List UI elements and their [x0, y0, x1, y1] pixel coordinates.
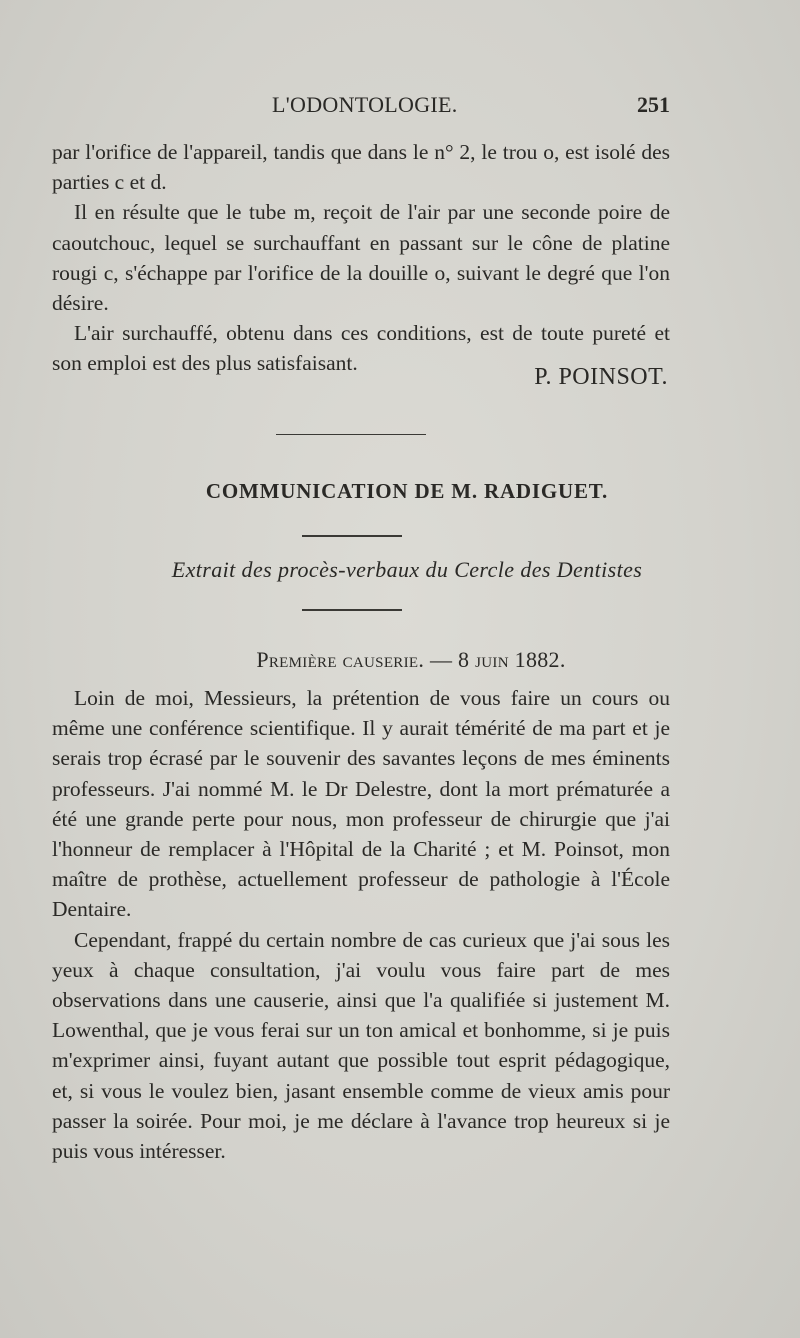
page-number: 251: [637, 92, 670, 117]
title-rule: [302, 535, 402, 537]
section-subtitle: Extrait des procès-verbaux du Cercle des Dentistes: [171, 557, 643, 582]
section-title: COMMUNICATION DE M. RADIGUET.: [205, 479, 609, 503]
author-signature: P. POINSOT.: [534, 364, 668, 390]
paragraph: L'air surchauffé, obtenu dans ces conditions, est de toute pureté et son emploi est des plus satisfaisant.: [52, 321, 670, 376]
subtitle-rule: [302, 609, 402, 611]
session-date-line: Première causerie. — 8 juin 1882.: [256, 647, 566, 672]
paragraph: Cependant, frappé du certain nombre de cas curieux que j'ai sous les yeux à chaque consultation, j'ai voulu vous faire part de mes observations dans une causerie, ainsi que l'a qualifiée si justement M. Lowenthal, que je vous ferai sur un ton amical et bonhomme, si je puis m'exprimer ainsi, fuyant autant que possible tout esprit pédagogique, et, si vous le voulez bien, jasant ensemble comme de vieux amis pour passer la soirée. Pour moi, je me déclare à l'avance trop heureux si je puis vous intéresser.: [52, 927, 670, 1164]
running-title: L'ODONTOLOGIE.: [272, 92, 458, 117]
communication-body: [52, 683, 670, 1166]
paragraph: Loin de moi, Messieurs, la prétention de vous faire un cours ou même une conférence scientifique. Il y aurait témérité de ma part et je serais trop écrasé par le souvenir des savantes leçons de mes éminents professeurs. J'ai nommé M. le Dr Delestre, dont la mort prématurée a été une grande perte pour nous, mon professeur de chirurgie que j'ai l'honneur de remplacer à l'Hôpital de la Charité ; et M. Poinsot, mon maître de prothèse, actuellement professeur de pathologie à l'École Dentaire.: [52, 686, 670, 922]
separator-rule: [276, 434, 426, 435]
paragraph: Il en résulte que le tube m, reçoit de l'air par une seconde poire de caoutchouc, lequel se surchauffant en passant sur le cône de platine rougi c, s'échappe par l'orifice de la douille o, suivant le degré que l'on désire.: [52, 200, 670, 316]
article-continuation: [52, 137, 670, 379]
paragraph: par l'orifice de l'appareil, tandis que dans le n° 2, le trou o, est isolé des parties c et d.: [52, 140, 670, 195]
running-header: [52, 92, 670, 124]
